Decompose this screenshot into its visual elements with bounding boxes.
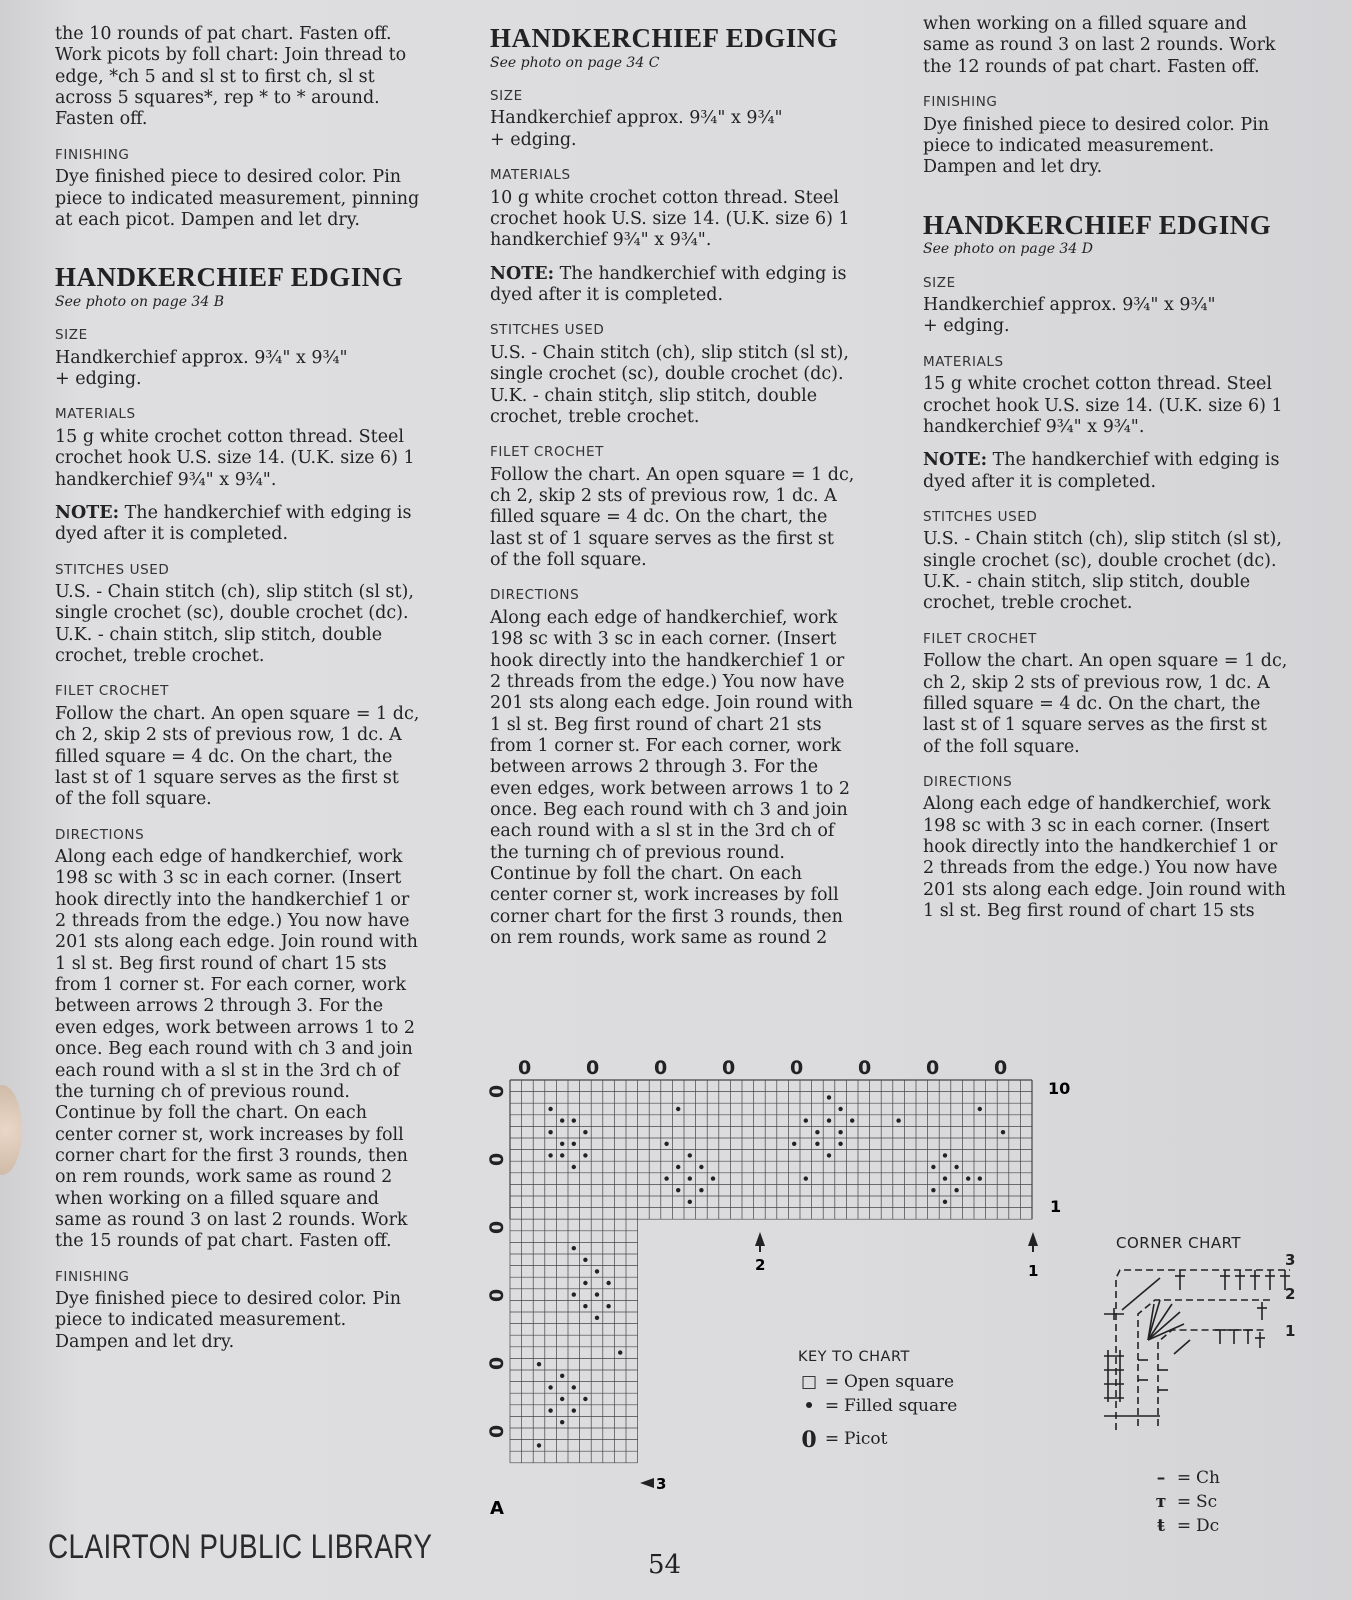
text-line: dyed after it is completed.	[55, 524, 289, 545]
key-text: Sc	[1196, 1491, 1218, 1512]
text-line: even edges, work between arrows 1 to 2	[490, 778, 851, 799]
col2-note	[490, 264, 890, 307]
chart-label-a: A	[490, 1498, 504, 1519]
filled-square-dot	[676, 1107, 680, 1111]
text-line: 201 sts along each edge. Join round with	[923, 879, 1286, 900]
text-line: between arrows 2 through 3. For the	[55, 996, 384, 1017]
col2-photo-ref: See photo on page 34 C	[490, 54, 660, 71]
text-line: corner chart for the first 3 rounds, then	[490, 906, 843, 927]
text-line: U.S. - Chain stitch (ch), slip stitch (sl st),	[55, 582, 414, 603]
key-text: Picot	[844, 1429, 888, 1450]
filled-square-dot	[815, 1142, 819, 1146]
arrow-2-icon	[755, 1232, 765, 1246]
key-eq: =	[1176, 1468, 1192, 1488]
col2-directions	[490, 608, 890, 950]
text-line: ch 2, skip 2 sts of previous row, 1 dc. A	[923, 672, 1270, 693]
key-title: KEY TO CHART	[798, 1349, 910, 1365]
picot-left: 0	[486, 1356, 508, 1370]
col3-size	[923, 295, 1328, 338]
column-3	[923, 14, 1328, 922]
filled-square-dot	[688, 1153, 692, 1157]
double-crochet-icon: ŧ	[1157, 1515, 1165, 1536]
col1-materials-label: MATERIALS	[55, 406, 136, 423]
col3-stitches	[923, 529, 1328, 614]
text-line: 1 sl st. Beg first round of chart 21 sts	[490, 714, 822, 735]
key-eq: =	[824, 1372, 840, 1393]
filled-square-dot	[537, 1362, 541, 1366]
text-line: + edging.	[923, 316, 1010, 337]
text-line: when working on a filled square and	[923, 14, 1247, 34]
text-line: crochet, treble crochet.	[55, 646, 265, 667]
key-to-chart	[798, 1347, 957, 1456]
filled-square-dot	[595, 1316, 599, 1320]
filled-square-dot	[560, 1142, 564, 1146]
key-text: Open square	[844, 1372, 955, 1393]
col3-title: HANDKERCHIEF EDGING	[923, 209, 1272, 240]
text-line: corner chart for the first 3 rounds, then	[55, 1145, 408, 1166]
text-line: handkerchief 9¾" x 9¾".	[490, 230, 712, 251]
filled-square-dot	[711, 1176, 715, 1180]
picot-top: 0	[722, 1057, 736, 1079]
filled-square-dot	[838, 1142, 842, 1146]
text-line: from 1 corner st. For each corner, work	[490, 735, 842, 756]
col3-photo-ref: See photo on page 34 D	[923, 241, 1093, 258]
filled-square-dot	[583, 1153, 587, 1157]
corner-round-label-2: 2	[1285, 1285, 1296, 1303]
text-line: 198 sc with 3 sc in each corner. (Insert	[923, 815, 1270, 836]
filled-square-dot	[572, 1292, 576, 1296]
filled-square-dot	[572, 1165, 576, 1169]
filled-square-dot	[548, 1385, 552, 1389]
col3-materials	[923, 374, 1328, 438]
filled-square-dot	[560, 1397, 564, 1401]
col1-filet	[55, 704, 450, 811]
key-row-picot	[798, 1425, 957, 1456]
text-line: Continue by foll the chart. On each	[55, 1103, 368, 1124]
filled-square-dot	[664, 1142, 668, 1146]
col3-note-bold: NOTE:	[923, 450, 988, 471]
text-line: 1 sl st. Beg first round of chart 15 sts	[923, 901, 1255, 922]
text-line: Handkerchief approx. 9¾" x 9¾"	[923, 295, 1216, 316]
col3-finishing-label: FINISHING	[923, 94, 998, 111]
text-line: 2 threads from the edge.) You now have	[923, 858, 1278, 879]
corner-round-label-3: 3	[1285, 1251, 1296, 1269]
text-line: The handkerchief with edging is	[554, 263, 847, 284]
col1-photo-ref: See photo on page 34 B	[55, 294, 224, 311]
corner-round-2	[1138, 1300, 1270, 1426]
text-line: dyed after it is completed.	[923, 471, 1157, 492]
text-line: Dampen and let dry.	[923, 157, 1103, 178]
col3-stitches-label: STITCHES USED	[923, 508, 1038, 525]
col1-finishing2	[55, 1289, 450, 1353]
text-line: each round with a sl st in the 3rd ch of	[55, 1060, 400, 1081]
text-line: single crochet (sc), double crochet (dc).	[55, 603, 409, 624]
text-line: once. Beg each round with ch 3 and join	[490, 799, 848, 820]
text-line: once. Beg each round with ch 3 and join	[55, 1039, 413, 1060]
col1-size-label: SIZE	[55, 327, 88, 344]
text-line: between arrows 2 through 3. For the	[490, 757, 819, 778]
text-line: edge, *ch 5 and sl st to first ch, sl st	[55, 66, 375, 87]
text-line: Follow the chart. An open square = 1 dc,	[55, 703, 420, 724]
filled-square-dot	[583, 1281, 587, 1285]
col1-filet-label: FILET CROCHET	[55, 683, 169, 700]
filled-square-dot	[572, 1408, 576, 1412]
key-eq: =	[824, 1396, 840, 1417]
text-line: The handkerchief with edging is	[119, 502, 412, 523]
col2-filet	[490, 465, 890, 572]
filled-square-dot	[699, 1165, 703, 1169]
library-stamp: CLAIRTON PUBLIC LIBRARY	[48, 1528, 433, 1566]
col3-filet	[923, 651, 1328, 758]
text-line: handkerchief 9¾" x 9¾".	[923, 416, 1145, 437]
corner-chart	[1100, 1230, 1300, 1430]
text-line: 201 sts along each edge. Join round with	[55, 932, 418, 953]
text-line: single crochet (sc), double crochet (dc).	[923, 550, 1277, 571]
text-line: same as round 3 on last 2 rounds. Work	[55, 1209, 408, 1230]
col2-title: HANDKERCHIEF EDGING	[490, 23, 839, 53]
filled-square-dot	[943, 1176, 947, 1180]
filled-square-dot	[572, 1246, 576, 1250]
col2-stitches	[490, 343, 890, 428]
filled-square-dot	[850, 1118, 854, 1122]
text-line: Along each edge of handkerchief, work	[923, 794, 1271, 815]
text-line: from 1 corner st. For each corner, work	[55, 975, 407, 996]
text-line: last st of 1 square serves as the first st	[923, 715, 1267, 736]
text-line: of the foll square.	[490, 550, 647, 571]
filet-chart-a	[486, 1057, 1090, 1520]
filled-square-dot	[931, 1165, 935, 1169]
text-line: handkerchief 9¾" x 9¾".	[55, 469, 277, 490]
left-stitch-marks	[1104, 1308, 1190, 1416]
arrow-label-3: 3	[656, 1475, 667, 1493]
key-text: Dc	[1196, 1515, 1220, 1536]
text-line: Dye finished piece to desired color. Pin	[55, 167, 402, 188]
key-eq: =	[1176, 1491, 1192, 1512]
text-line: crochet hook U.S. size 14. (U.K. size 6) 1	[923, 395, 1283, 416]
text-line: Dye finished piece to desired color. Pin	[923, 114, 1270, 135]
key-text: Filled square	[844, 1396, 958, 1417]
text-line: hook directly into the handkerchief 1 or	[490, 650, 845, 671]
text-line: of the foll square.	[923, 736, 1080, 757]
filled-square-dot	[931, 1188, 935, 1192]
text-line: filled square = 4 dc. On the chart, the	[55, 746, 393, 767]
filled-square-dot	[560, 1118, 564, 1122]
filled-square-dot	[815, 1130, 819, 1134]
text-line: on rem rounds, work same as round 2	[490, 928, 828, 949]
col1-stitches-label: STITCHES USED	[55, 561, 170, 578]
filled-square-dot	[583, 1304, 587, 1308]
text-line: Dye finished piece to desired color. Pin	[55, 1289, 402, 1310]
text-line: even edges, work between arrows 1 to 2	[55, 1017, 416, 1038]
text-line: U.K. - chain stitch, slip stitch, double	[55, 624, 383, 645]
text-line: same as round 3 on last 2 rounds. Work	[923, 35, 1276, 56]
text-line: filled square = 4 dc. On the chart, the	[490, 507, 828, 528]
filled-square-dot	[537, 1443, 541, 1447]
filled-square-dot	[572, 1118, 576, 1122]
filled-square-dot	[978, 1107, 982, 1111]
column-2	[490, 22, 890, 949]
text-line: Along each edge of handkerchief, work	[490, 607, 838, 628]
filled-square-dot	[699, 1188, 703, 1192]
col2-note-bold: NOTE:	[490, 263, 555, 284]
col1-materials	[55, 427, 450, 491]
text-line: 10 g white crochet cotton thread. Steel	[490, 187, 840, 208]
filled-square-dot	[978, 1176, 982, 1180]
filled-square-dot	[606, 1281, 610, 1285]
text-line: center corner st, work increases by foll	[490, 885, 839, 906]
page-number: 54	[648, 1550, 682, 1580]
filled-square-dot	[560, 1374, 564, 1378]
text-line: U.K. - chain stitch, slip stitch, double	[923, 572, 1251, 593]
text-line: U.S. - Chain stitch (ch), slip stitch (sl st),	[490, 342, 849, 363]
text-line: 15 g white crochet cotton thread. Steel	[55, 426, 405, 447]
picot-icon: 0	[801, 1426, 817, 1453]
col1-finishing-label: FINISHING	[55, 146, 130, 163]
filled-square-dot	[572, 1385, 576, 1389]
col2-stitches-label: STITCHES USED	[490, 322, 605, 339]
filled-square-dot	[676, 1165, 680, 1169]
filled-square-dot	[548, 1408, 552, 1412]
filled-square-dot	[792, 1142, 796, 1146]
text-line: the 15 rounds of pat chart. Fasten off.	[55, 1231, 392, 1252]
text-line: the turning ch of previous round.	[55, 1081, 350, 1102]
col1-directions	[55, 847, 450, 1253]
col1-note	[55, 503, 450, 546]
text-line: piece to indicated measurement.	[55, 1310, 347, 1331]
arrow-label-2: 2	[755, 1256, 766, 1274]
picot-top: 0	[654, 1057, 668, 1079]
corner-round-label-1: 1	[1285, 1322, 1296, 1340]
text-line: hook directly into the handkerchief 1 or	[923, 837, 1278, 858]
text-line: U.K. - chain stitçh, slip stitch, double	[490, 385, 818, 406]
corner-round-1	[1158, 1330, 1266, 1426]
text-line: 2 threads from the edge.) You now have	[490, 671, 845, 692]
text-line: across 5 squares*, rep * to * around.	[55, 88, 380, 109]
filled-square-dot	[664, 1176, 668, 1180]
text-line: Continue by foll the chart. On each	[490, 863, 803, 884]
arrow-label-1: 1	[1028, 1262, 1039, 1280]
text-line: Follow the chart. An open square = 1 dc,	[923, 651, 1288, 672]
filled-square-dot	[804, 1118, 808, 1122]
stitch-key-dc	[1150, 1515, 1220, 1539]
text-line: The handkerchief with edging is	[987, 450, 1280, 471]
filled-square-dot	[572, 1142, 576, 1146]
text-line: piece to indicated measurement.	[923, 135, 1215, 156]
text-line: ch 2, skip 2 sts of previous row, 1 dc. A	[490, 486, 837, 507]
text-line: when working on a filled square and	[55, 1188, 379, 1209]
col2-directions-label: DIRECTIONS	[490, 587, 580, 604]
col1-finishing2-label: FINISHING	[55, 1268, 130, 1285]
picot-left: 0	[486, 1288, 508, 1302]
filled-square-dot	[838, 1130, 842, 1134]
text-line: Follow the chart. An open square = 1 dc,	[490, 464, 855, 485]
text-line: Dampen and let dry.	[55, 1331, 235, 1352]
picot-left: 0	[486, 1220, 508, 1234]
col3-directions	[923, 794, 1328, 922]
stitch-key-sc	[1150, 1491, 1220, 1515]
filled-square-dot	[560, 1153, 564, 1157]
text-line: dyed after it is completed.	[490, 285, 724, 306]
col3-intro	[923, 14, 1328, 78]
dc-marks	[1175, 1270, 1290, 1348]
text-line: 201 sts along each edge. Join round with	[490, 693, 853, 714]
picot-left: 0	[486, 1424, 508, 1438]
text-line: last st of 1 square serves as the first st	[55, 767, 399, 788]
text-line: + edging.	[490, 129, 577, 150]
filled-square-dot	[1001, 1130, 1005, 1134]
col1-title: HANDKERCHIEF EDGING	[55, 262, 404, 293]
open-square-icon: □	[800, 1372, 818, 1393]
filled-square-dot	[676, 1188, 680, 1192]
text-line: U.S. - Chain stitch (ch), slip stitch (sl st),	[923, 529, 1282, 550]
filled-square-dot	[560, 1420, 564, 1424]
filled-square-dot	[595, 1269, 599, 1273]
filled-square-dot	[583, 1258, 587, 1262]
corner-chart-title: CORNER CHART	[1116, 1234, 1242, 1252]
filled-square-dot	[838, 1107, 842, 1111]
col1-size	[55, 348, 450, 391]
text-line: Along each edge of handkerchief, work	[55, 847, 403, 868]
filled-square-dot	[618, 1350, 622, 1354]
col3-note	[923, 450, 1328, 493]
text-line: Work picots by foll chart: Join thread to	[55, 45, 407, 66]
text-line: the turning ch of previous round.	[490, 842, 785, 863]
col1-finishing	[55, 167, 450, 231]
filled-square-dot	[606, 1304, 610, 1308]
filled-square-dot	[688, 1176, 692, 1180]
text-line: 1 sl st. Beg first round of chart 15 sts	[55, 953, 387, 974]
text-line: Handkerchief approx. 9¾" x 9¾"	[55, 347, 348, 368]
text-line: each round with a sl st in the 3rd ch of	[490, 821, 835, 842]
picot-top: 0	[926, 1057, 940, 1079]
col2-materials-label: MATERIALS	[490, 167, 571, 184]
filled-square-dot	[943, 1153, 947, 1157]
key-row-open	[798, 1371, 957, 1395]
filled-square-dot	[804, 1176, 808, 1180]
text-line: filled square = 4 dc. On the chart, the	[923, 693, 1261, 714]
text-line: crochet hook U.S. size 14. (U.K. size 6) 1	[490, 208, 850, 229]
col3-filet-label: FILET CROCHET	[923, 630, 1037, 647]
text-line: piece to indicated measurement, pinning	[55, 188, 420, 209]
text-line: center corner st, work increases by foll	[55, 1124, 404, 1145]
text-line: of the foll square.	[55, 789, 212, 810]
filled-square-dot	[548, 1107, 552, 1111]
arrow-3-icon	[640, 1478, 654, 1488]
col2-filet-label: FILET CROCHET	[490, 444, 604, 461]
text-line: crochet, treble crochet.	[490, 406, 700, 427]
filled-square-dot	[548, 1130, 552, 1134]
filled-square-dot	[595, 1292, 599, 1296]
single-crochet-icon: ᴛ	[1155, 1491, 1167, 1512]
filled-square-dot	[954, 1188, 958, 1192]
picot-top: 0	[518, 1057, 532, 1079]
filled-square-dot	[583, 1397, 587, 1401]
column-1	[55, 24, 450, 1353]
filled-square-dot	[827, 1153, 831, 1157]
text-line: the 10 rounds of pat chart. Fasten off.	[55, 24, 392, 44]
filled-square-dot	[827, 1095, 831, 1099]
filled-square-icon: •	[803, 1396, 815, 1417]
col3-size-label: SIZE	[923, 274, 956, 291]
picot-top: 0	[790, 1057, 804, 1079]
col2-size	[490, 108, 890, 151]
col1-directions-label: DIRECTIONS	[55, 826, 145, 843]
chain-stitch-icon: –	[1156, 1468, 1166, 1488]
text-line: ch 2, skip 2 sts of previous row, 1 dc. A	[55, 725, 402, 746]
picot-top: 0	[586, 1057, 600, 1079]
key-eq: =	[824, 1429, 840, 1450]
text-line: single crochet (sc), double crochet (dc).	[490, 364, 844, 385]
picot-left: 0	[486, 1152, 508, 1166]
col1-note-bold: NOTE:	[55, 502, 120, 523]
col3-materials-label: MATERIALS	[923, 353, 1004, 370]
text-line: last st of 1 square serves as the first st	[490, 528, 834, 549]
text-line: Handkerchief approx. 9¾" x 9¾"	[490, 108, 783, 129]
filled-square-dot	[688, 1200, 692, 1204]
text-line: 2 threads from the edge.) You now have	[55, 911, 410, 932]
text-line: Fasten off.	[55, 109, 148, 130]
key-eq: =	[1176, 1515, 1192, 1536]
col1-stitches	[55, 582, 450, 667]
col3-finishing	[923, 115, 1328, 179]
text-line: the 12 rounds of pat chart. Fasten off.	[923, 56, 1260, 77]
stitch-key	[1150, 1467, 1220, 1538]
picot-top: 0	[994, 1057, 1008, 1079]
text-line: 198 sc with 3 sc in each corner. (Insert	[490, 629, 837, 650]
filled-square-dot	[896, 1118, 900, 1122]
text-line: on rem rounds, work same as round 2	[55, 1167, 393, 1188]
text-line: crochet, treble crochet.	[923, 593, 1133, 614]
filled-square-dot	[583, 1130, 587, 1134]
picot-top: 0	[858, 1057, 872, 1079]
text-line: hook directly into the handkerchief 1 or	[55, 889, 410, 910]
text-line: at each picot. Dampen and let dry.	[55, 209, 360, 230]
filled-square-dot	[954, 1165, 958, 1169]
col1-intro	[55, 24, 450, 131]
col2-size-label: SIZE	[490, 88, 523, 105]
row-label-10: 10	[1048, 1079, 1071, 1098]
filled-square-dot	[943, 1200, 947, 1204]
text-line: + edging.	[55, 369, 142, 390]
text-line: 198 sc with 3 sc in each corner. (Insert	[55, 868, 402, 889]
col3-directions-label: DIRECTIONS	[923, 773, 1013, 790]
filled-square-dot	[548, 1153, 552, 1157]
stitch-key-ch	[1150, 1467, 1220, 1491]
text-line: crochet hook U.S. size 14. (U.K. size 6) 1	[55, 448, 415, 469]
filled-square-dot	[966, 1176, 970, 1180]
col2-materials	[490, 188, 890, 252]
key-text: Ch	[1196, 1468, 1220, 1488]
arrow-1-icon	[1028, 1232, 1038, 1246]
key-row-filled	[798, 1395, 957, 1419]
filled-square-dot	[827, 1118, 831, 1122]
text-line: 15 g white crochet cotton thread. Steel	[923, 374, 1273, 395]
row-label-1: 1	[1050, 1197, 1062, 1216]
picot-left: 0	[486, 1084, 508, 1098]
